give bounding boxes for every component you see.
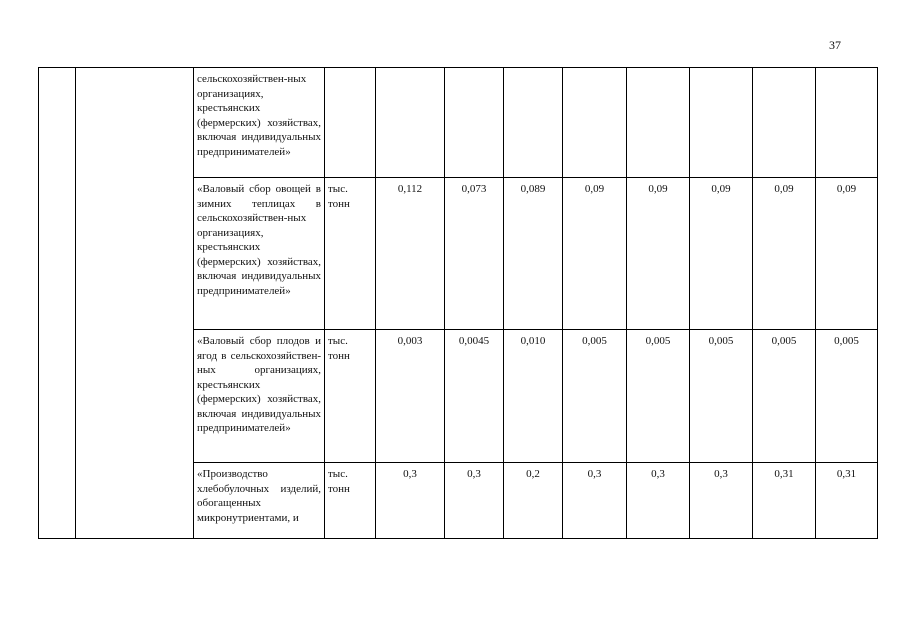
value-cell: 0,09 [627,178,690,330]
value-cell [690,68,753,178]
value-cell: 0,09 [690,178,753,330]
value-cell: 0,09 [816,178,878,330]
value-cell [504,68,563,178]
unit-cell: тыс. тонн [325,463,376,539]
indicator-description: сельскохозяйствен-ных организациях, крестьянских (фермерских) хозяйствах, включая индивидуальных предпринимателей» [194,68,325,178]
value-cell: 0,005 [627,330,690,463]
indicator-description: «Валовый сбор овощей в зимних теплицах в сельскохозяйствен-ных организациях, крестьянских (фермерских) хозяйствах, включая индивидуальных предпринимателей» [194,178,325,330]
value-cell: 0,005 [753,330,816,463]
unit-cell [325,68,376,178]
indicator-description: «Валовый сбор плодов и ягод в сельскохозяйствен-ных организациях, крестьянских (фермерских) хозяйствах, включая индивидуальных предпринимателей» [194,330,325,463]
page-number: 37 [829,38,841,52]
value-cell [753,68,816,178]
value-cell: 0,3 [445,463,504,539]
value-cell: 0,0045 [445,330,504,463]
indicator-description: «Производство хлебобулочных изделий, обогащенных микронутриентами, и [194,463,325,539]
value-cell: 0,3 [563,463,627,539]
row-number-cell [39,68,76,539]
value-cell: 0,09 [753,178,816,330]
value-cell: 0,010 [504,330,563,463]
value-cell: 0,005 [563,330,627,463]
value-cell: 0,3 [690,463,753,539]
value-cell: 0,005 [690,330,753,463]
value-cell: 0,2 [504,463,563,539]
indicators-table [38,67,878,539]
unit-cell: тыс. тонн [325,178,376,330]
value-cell [445,68,504,178]
table-row [39,68,878,178]
value-cell [376,68,445,178]
value-cell: 0,09 [563,178,627,330]
value-cell [563,68,627,178]
value-cell: 0,31 [816,463,878,539]
value-cell [627,68,690,178]
value-cell: 0,003 [376,330,445,463]
value-cell [816,68,878,178]
value-cell: 0,073 [445,178,504,330]
value-cell: 0,005 [816,330,878,463]
program-name-cell [76,68,194,539]
value-cell: 0,3 [376,463,445,539]
value-cell: 0,31 [753,463,816,539]
value-cell: 0,112 [376,178,445,330]
value-cell: 0,3 [627,463,690,539]
unit-cell: тыс. тонн [325,330,376,463]
value-cell: 0,089 [504,178,563,330]
